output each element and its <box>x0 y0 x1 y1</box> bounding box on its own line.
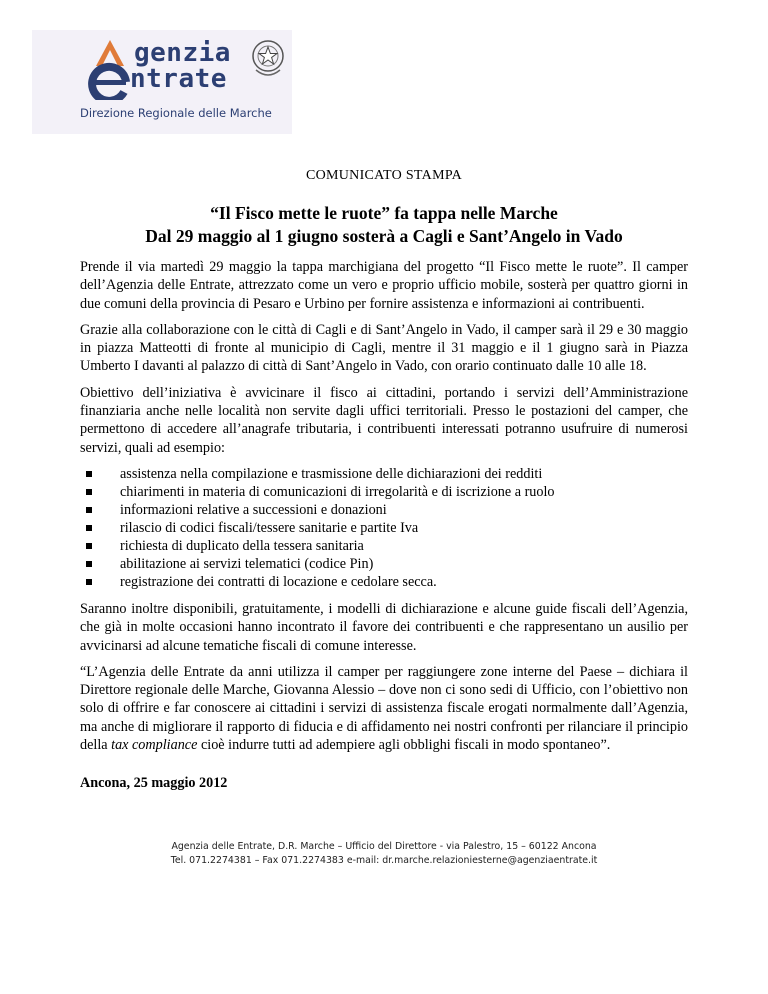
bullet-icon <box>86 543 92 549</box>
logo-word-agenzia: genzia <box>134 38 231 68</box>
services-list <box>80 465 688 591</box>
bullet-icon <box>86 507 92 513</box>
footer-contacts: Tel. 071.2274381 – Fax 071.2274383 e-mail: dr.marche.relazioniesterne@agenziaentrate.it <box>170 855 598 866</box>
bullet-icon <box>86 525 92 531</box>
agency-logo <box>32 30 292 134</box>
dateline: Ancona, 25 maggio 2012 <box>80 775 228 792</box>
list-item: richiesta di duplicato della tessera sanitaria <box>120 537 688 555</box>
paragraph-intro: Prende il via martedì 29 maggio la tappa marchigiana del progetto “Il Fisco mette le ruote”. Il camper dell’Agenzia delle Entrate, attrezzato come un vero e proprio ufficio mobile, sosterà per quattro giorni in due comuni della provincia di Pesaro e Urbino per fornire assistenza e informazioni ai contribuenti. <box>80 259 688 312</box>
headline-line-1: “Il Fisco mette le ruote” fa tappa nelle Marche <box>210 203 558 223</box>
paragraph-quote: “L’Agenzia delle Entrate da anni utilizza il camper per raggiungere zone interne del Paese – dichiara il Direttore regionale delle Marche, Giovanna Alessio – dove non ci sono sedi di Ufficio, con l’obiettivo non solo di offrire e far conoscere ai cittadini i servizi di assistenza fiscale erogati normalmente dall’Agenzia, ma anche di migliorare il rapporto di fiducia e di affidamento nei nostri confronti per rilanciare il principio della tax compliance cioè indurre tutti ad adempiere agli obblighi fiscali in modo spontaneo”. <box>80 663 688 754</box>
article-body <box>80 258 688 793</box>
list-item: informazioni relative a successioni e donazioni <box>120 501 688 519</box>
paragraph-guides: Saranno inoltre disponibili, gratuitamente, i modelli di dichiarazione e alcune guide fiscali dell’Agenzia, che già in molte occasioni hanno incontrato il favore dei contribuenti e che rappresentano un ausilio per avvicinarsi ad alcune tematiche fiscali di comune interesse. <box>80 600 688 654</box>
list-item: assistenza nella compilazione e trasmissione delle dichiarazioni dei redditi <box>120 465 688 483</box>
bullet-icon <box>86 489 92 495</box>
headline <box>80 202 688 248</box>
headline-line-2: Dal 29 maggio al 1 giugno sosterà a Cagli e Sant’Angelo in Vado <box>145 226 623 246</box>
bullet-icon <box>86 579 92 585</box>
footer-address: Agenzia delle Entrate, D.R. Marche – Ufficio del Direttore - via Palestro, 15 – 60122 Ancona <box>171 841 597 852</box>
paragraph-locations: Grazie alla collaborazione con le città di Cagli e di Sant’Angelo in Vado, il camper sarà il 29 e 30 maggio in piazza Matteotti di fronte al municipio di Cagli, mentre il 31 maggio e il 1 giugno sarà in Piazza Umberto I davanti al palazzo di città di Sant’Angelo in Vado, con orario continuato dalle 10 alle 18. <box>80 321 688 375</box>
list-item: registrazione dei contratti di locazione e cedolare secca. <box>120 573 688 591</box>
agency-letter-mark-icon <box>88 38 134 100</box>
logo-word-entrate: ntrate <box>130 64 227 94</box>
paragraph-objective: Obiettivo dell’iniziativa è avvicinare il fisco ai cittadini, portando i servizi dell’Amministrazione finanziaria anche nelle località non servite dagli uffici territoriali. Presso le postazioni del camper, che permettono di accedere all’anagrafe tributaria, i contribuenti interessati potranno usufruire di numerosi servizi, quali ad esempio: <box>80 384 688 456</box>
republic-emblem-icon <box>250 36 286 82</box>
tax-compliance-term: tax compliance <box>111 737 198 754</box>
list-item: abilitazione ai servizi telematici (codice Pin) <box>120 555 688 573</box>
list-item: chiarimenti in materia di comunicazioni di irregolarità e di iscrizione a ruolo <box>120 483 688 501</box>
bullet-icon <box>86 471 92 477</box>
bullet-icon <box>86 561 92 567</box>
list-item: rilascio di codici fiscali/tessere sanitarie e partite Iva <box>120 519 688 537</box>
logo-subtitle: Direzione Regionale delle Marche <box>80 106 272 120</box>
footer <box>0 840 768 868</box>
press-release-label: COMUNICATO STAMPA <box>305 168 463 183</box>
